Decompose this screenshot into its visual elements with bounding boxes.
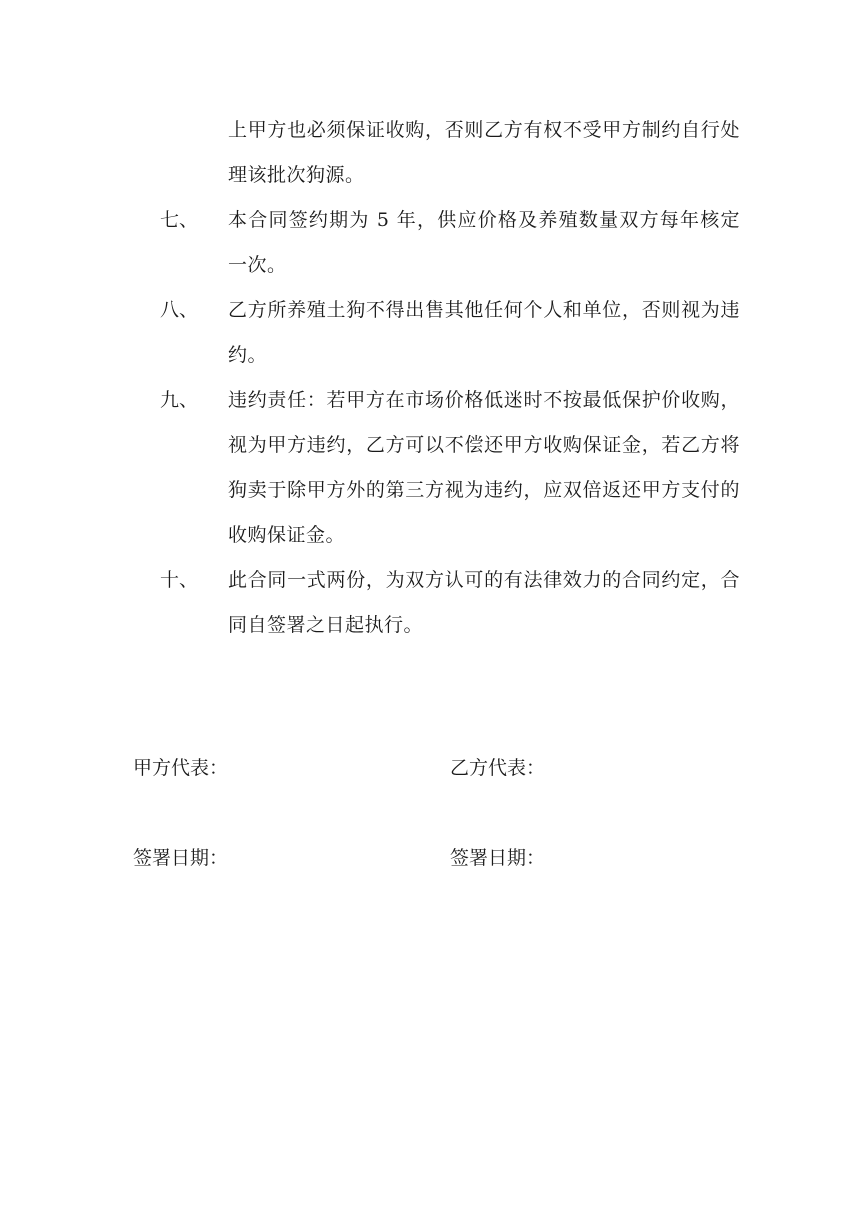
clause-number: 八、 [160, 299, 199, 321]
party-a-date-label: 签署日期： [133, 847, 229, 869]
clause-number: 七、 [160, 209, 199, 231]
clause-text: 此合同一式两份，为双方认可的有法律效力的合同约定，合同自签署之日起执行。 [228, 569, 740, 636]
clause-seven [0, 198, 868, 288]
clause-continuation [0, 108, 868, 198]
signature-block [0, 748, 868, 928]
date-row [0, 838, 868, 928]
clause-number: 十、 [160, 569, 199, 591]
clause-nine [0, 378, 868, 558]
party-b-date-label: 签署日期： [450, 847, 546, 869]
representative-row [0, 748, 868, 838]
clause-number: 九、 [160, 389, 199, 411]
clause-eight [0, 288, 868, 378]
clause-text: 本合同签约期为 5 年，供应价格及养殖数量双方每年核定一次。 [228, 209, 740, 276]
clause-text: 违约责任：若甲方在市场价格低迷时不按最低保护价收购，视为甲方违约，乙方可以不偿还甲方收购保证金，若乙方将狗卖于除甲方外的第三方视为违约，应双倍返还甲方支付的收购保证金。 [228, 389, 740, 546]
clause-text: 乙方所养殖土狗不得出售其他任何个人和单位，否则视为违约。 [228, 299, 740, 366]
clause-ten [0, 558, 868, 648]
party-b-representative-label: 乙方代表： [450, 757, 546, 779]
clause-text: 上甲方也必须保证收购，否则乙方有权不受甲方制约自行处理该批次狗源。 [228, 119, 740, 186]
contract-clauses [0, 108, 868, 648]
party-a-representative-label: 甲方代表： [133, 757, 229, 779]
